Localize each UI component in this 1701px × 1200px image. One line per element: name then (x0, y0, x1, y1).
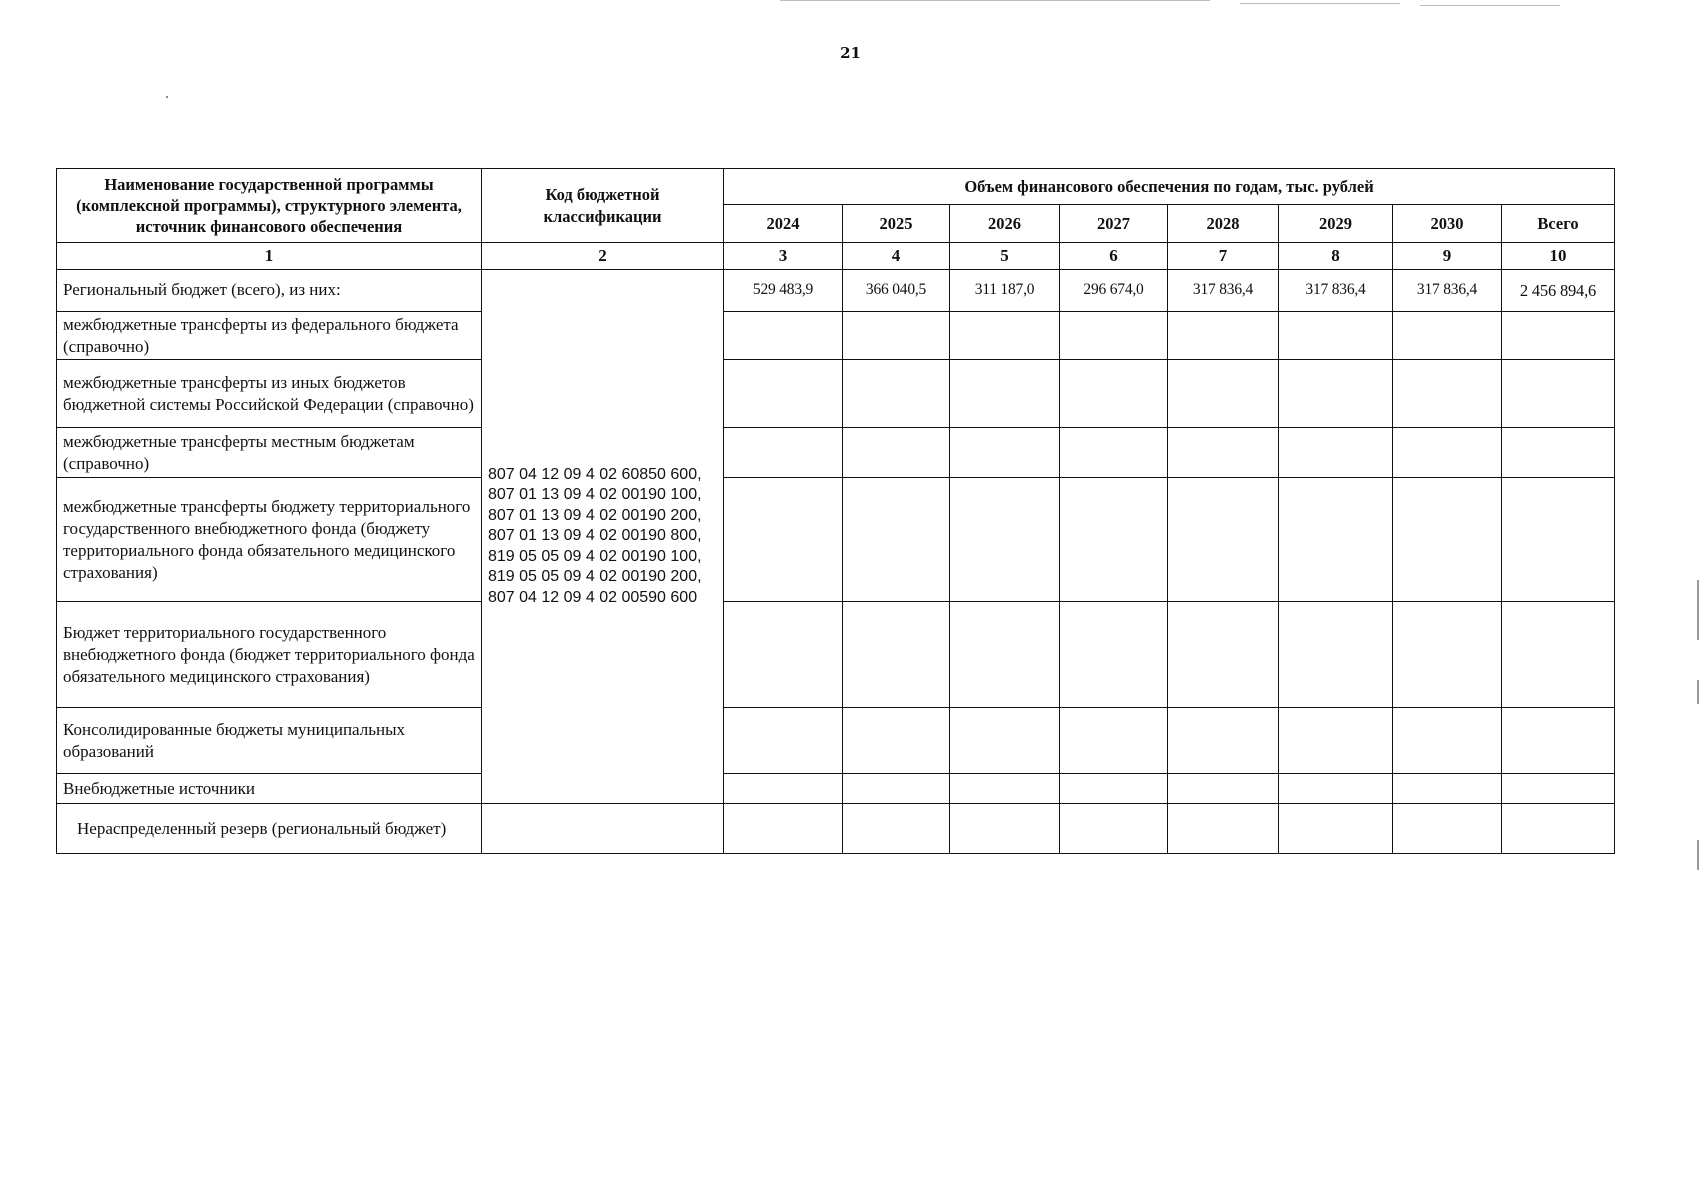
value-2029 (1279, 602, 1393, 708)
value-2028 (1168, 774, 1279, 804)
value-2027 (1060, 311, 1168, 360)
budget-code: 807 04 12 09 4 02 60850 600, (488, 465, 702, 483)
header-code: Код бюджетной классификации (482, 169, 724, 243)
row-name: Внебюджетные источники (57, 774, 482, 804)
value-2025 (843, 602, 950, 708)
column-number: 9 (1393, 243, 1502, 270)
value-2030 (1393, 478, 1502, 602)
header-year: 2028 (1168, 205, 1279, 243)
value-2026 (950, 708, 1060, 774)
column-number: 6 (1060, 243, 1168, 270)
value-2026 (950, 804, 1060, 854)
row-name: межбюджетные трансферты местным бюджетам (справочно) (57, 428, 482, 478)
scan-artifact-line (1240, 3, 1400, 4)
header-year: 2027 (1060, 205, 1168, 243)
column-number: 1 (57, 243, 482, 270)
value-total (1502, 708, 1615, 774)
value-2026 (950, 602, 1060, 708)
row-name: Бюджет территориального государственного внебюджетного фонда (бюджет территориального фонда обязательного медицинского страхования) (57, 602, 482, 708)
budget-codes-cell (482, 269, 724, 804)
value-2027 (1060, 804, 1168, 854)
budget-code: 807 01 13 09 4 02 00190 200, (488, 506, 702, 524)
row-name: межбюджетные трансферты из федерального бюджета (справочно) (57, 311, 482, 360)
value-total (1502, 478, 1615, 602)
value-2025 (843, 428, 950, 478)
table-row (57, 311, 1615, 360)
value-2028 (1168, 708, 1279, 774)
value-2030: 317 836,4 (1393, 269, 1502, 311)
value-2024 (724, 360, 843, 428)
scan-artifact-line (780, 0, 1210, 1)
value-2029 (1279, 774, 1393, 804)
column-number: 7 (1168, 243, 1279, 270)
scan-artifact-mark (1697, 840, 1699, 870)
value-2029 (1279, 478, 1393, 602)
value-2030 (1393, 804, 1502, 854)
value-2026 (950, 478, 1060, 602)
value-2024 (724, 428, 843, 478)
budget-code: 807 01 13 09 4 02 00190 800, (488, 527, 702, 545)
value-2027: 296 674,0 (1060, 269, 1168, 311)
header-year: 2025 (843, 205, 950, 243)
value-2024 (724, 774, 843, 804)
value-2028 (1168, 602, 1279, 708)
column-number: 2 (482, 243, 724, 270)
value-2027 (1060, 774, 1168, 804)
value-2026 (950, 311, 1060, 360)
value-2030 (1393, 602, 1502, 708)
header-year: 2030 (1393, 205, 1502, 243)
value-2029 (1279, 360, 1393, 428)
value-2027 (1060, 478, 1168, 602)
header-total: Всего (1502, 205, 1615, 243)
row-name: межбюджетные трансферты бюджету территориального государственного внебюджетного фонда (бюджету территориального фонда обязательного медицинского страхования) (57, 478, 482, 602)
column-number: 5 (950, 243, 1060, 270)
row-name: межбюджетные трансферты из иных бюджетов бюджетной системы Российской Федерации (справочно) (57, 360, 482, 428)
header-year: 2029 (1279, 205, 1393, 243)
value-2024 (724, 311, 843, 360)
value-total (1502, 602, 1615, 708)
table-row (57, 478, 1615, 602)
value-2026 (950, 774, 1060, 804)
value-2028: 317 836,4 (1168, 269, 1279, 311)
scan-artifact-dot (166, 96, 168, 98)
header-row (57, 169, 1615, 205)
value-2027 (1060, 602, 1168, 708)
value-total (1502, 774, 1615, 804)
header-year: 2024 (724, 205, 843, 243)
value-2024 (724, 602, 843, 708)
row-name: Нераспределенный резерв (региональный бюджет) (57, 804, 482, 854)
value-2027 (1060, 428, 1168, 478)
table-row (57, 774, 1615, 804)
value-2027 (1060, 360, 1168, 428)
budget-code: 819 05 05 09 4 02 00190 100, (488, 547, 702, 565)
budget-code: 819 05 05 09 4 02 00190 200, (488, 568, 702, 586)
header-volume: Объем финансового обеспечения по годам, тыс. рублей (724, 169, 1615, 205)
value-total: 2 456 894,6 (1502, 269, 1615, 311)
value-2029 (1279, 804, 1393, 854)
value-2028 (1168, 311, 1279, 360)
value-2024: 529 483,9 (724, 269, 843, 311)
value-2026 (950, 428, 1060, 478)
column-number: 3 (724, 243, 843, 270)
value-2029 (1279, 708, 1393, 774)
value-2028 (1168, 360, 1279, 428)
budget-code-empty (482, 804, 724, 854)
table-row (57, 602, 1615, 708)
value-2025: 366 040,5 (843, 269, 950, 311)
column-number: 10 (1502, 243, 1615, 270)
value-2024 (724, 708, 843, 774)
page-number: 21 (840, 44, 861, 62)
value-2026: 311 187,0 (950, 269, 1060, 311)
table-row (57, 708, 1615, 774)
budget-code: 807 01 13 09 4 02 00190 100, (488, 486, 702, 504)
scan-artifact-line (1420, 5, 1560, 6)
value-2030 (1393, 774, 1502, 804)
value-2027 (1060, 708, 1168, 774)
value-2025 (843, 478, 950, 602)
value-2028 (1168, 478, 1279, 602)
value-total (1502, 804, 1615, 854)
value-2026 (950, 360, 1060, 428)
budget-code: 807 04 12 09 4 02 00590 600 (488, 588, 698, 606)
header-year: 2026 (950, 205, 1060, 243)
table-row (57, 269, 1615, 311)
value-2024 (724, 478, 843, 602)
row-name: Консолидированные бюджеты муниципальных образований (57, 708, 482, 774)
value-total (1502, 360, 1615, 428)
value-2025 (843, 360, 950, 428)
table-row (57, 428, 1615, 478)
row-name: Региональный бюджет (всего), из них: (57, 269, 482, 311)
value-2028 (1168, 428, 1279, 478)
column-numbers-row (57, 243, 1615, 270)
value-2029: 317 836,4 (1279, 269, 1393, 311)
value-2029 (1279, 428, 1393, 478)
value-2025 (843, 774, 950, 804)
header-name: Наименование государственной программы (комплексной программы), структурного элемента, источник финансового обеспечения (57, 169, 482, 243)
value-2025 (843, 804, 950, 854)
value-2030 (1393, 428, 1502, 478)
column-number: 4 (843, 243, 950, 270)
financing-table (56, 168, 1615, 854)
value-2030 (1393, 311, 1502, 360)
value-2030 (1393, 360, 1502, 428)
table-row (57, 360, 1615, 428)
scan-artifact-mark (1697, 680, 1699, 704)
table-row (57, 804, 1615, 854)
column-number: 8 (1279, 243, 1393, 270)
value-2028 (1168, 804, 1279, 854)
scan-artifact-mark (1697, 580, 1699, 640)
value-2029 (1279, 311, 1393, 360)
value-2024 (724, 804, 843, 854)
value-2030 (1393, 708, 1502, 774)
value-total (1502, 311, 1615, 360)
value-2025 (843, 311, 950, 360)
value-2025 (843, 708, 950, 774)
value-total (1502, 428, 1615, 478)
